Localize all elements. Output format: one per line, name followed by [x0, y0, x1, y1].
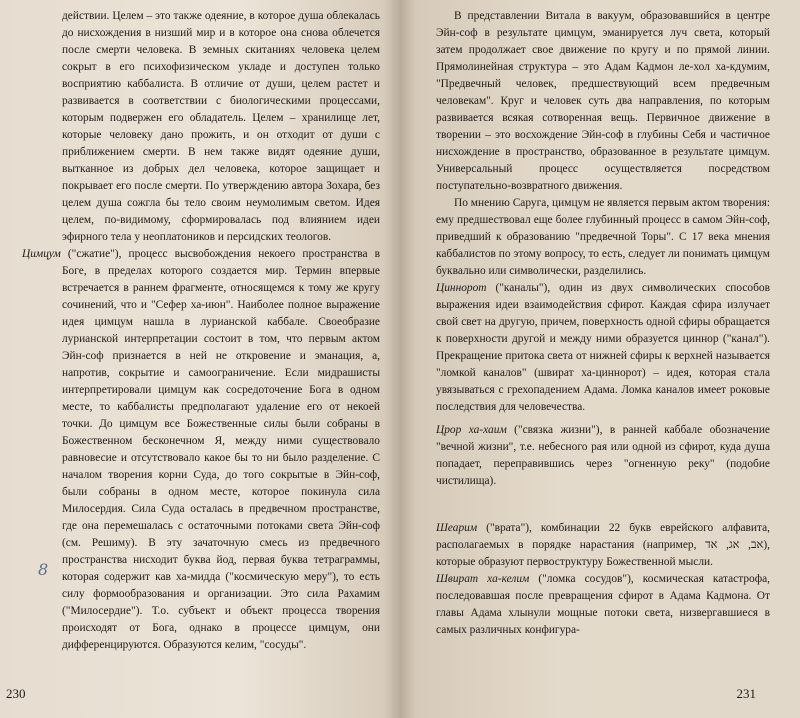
- entry-text: ("ломка сосудов"), космическая катастрофа, последовавшая после превращения сфирот в Адама Кадмона. От главы Адама хлынули мощные потоки света, низвергавшиеся в самых различных конфигура-: [436, 573, 770, 636]
- handwritten-margin-mark: 8: [38, 560, 49, 579]
- right-page-text: [436, 8, 770, 639]
- page-number-right: 231: [736, 686, 756, 701]
- entry-tsror: [422, 422, 770, 490]
- paragraph-vital: В представлении Витала в вакуум, образовавшийся в центре Эйн-соф в результате цимцум, эманируется луч света, который затем продолжает свое движение по кругу и по прямой линии. Прямолинейная структура – это Адам Кадмон ле-хол ха-кдумим, "Предвечный человек, предшествующий всем предвечным человекам". Круг и человек суть два направления, по которым развивается всякая сотворенная вещь. Первичное движение в творении – это восхождение Эйн-соф в глубины Себя и частичное нисхождение в пространство, образованное в результате цимцум. Универсальный процесс осуществляется посредством поступательно-возвратного движения.: [436, 10, 770, 192]
- entry-text: ("сжатие"), процесс высвобождения некоего пространства в Боге, в пределах которого создается мир. Термин впервые встречается в раннем фрагменте, относящемся к тому же кругу сочинений, что и "Сефер ха-июн". Наиболее полное выражение идея цимцум нашла в лурианской каббале. Своеобразие лурианской интерпретации состоит в том, что первым актом Эйн-соф признается в ней не откровение и эманация, а, напротив, сокрытие и самоограничение. Если мидрашисты интерпретировали цимцум как сосредоточение Бога в одном месте, то каббалисты предполагают удаление его от некоей точки. До цимцум все Божественные силы были собраны в Божественном бесконечном Я, между ними существовало равновесие и отсутствовало какое бы то ни было разделение. С началом творения корни Суда, до того сокрытые в Эйн-соф, были собраны в одном месте, которое покинула сила Милосердия. Сила Суда осталась в предвечном пространстве, где она перемешалась с остаточными потоками света Эйн-соф (см. Решиму). В эту зачаточную смесь из предвечного пространства нисходит буква йод, первая буква тетраграммы, которая содержит кав ха-мидда ("космическую меру"), то есть силу формообразования и организации. Это сила Рахамим ("Милосердие"). Т.о. субъект и объект процесса творения происходят от Бога, однако в процессе цимцум, они дифференцируются. Образуются келим, "сосуды".: [60, 248, 380, 651]
- entry-text: ("каналы"), один из двух символических способов выражения идеи взаимодействия сфирот. Каждая сфира излучает свой свет на другую, причем, поверхность одной сфиры обращается к поверхности другой и между ними образуется циннор ("канал"). Прекращение притока света от нижней сфиры к верхней называется "ломкой каналов" (швират ха-циннорот) – идея, которая стала увязываться с грехопадением Адама. Ломка каналов имеет роковые последствия для человечества.: [436, 282, 770, 413]
- entry-shearim: [422, 520, 770, 571]
- entry-shvirat: [422, 571, 770, 639]
- entry-term: Циннорот: [436, 282, 487, 294]
- entry-tsinnorot: [422, 280, 770, 416]
- entry-text: ("связка жизни"), в ранней каббале обозначение "вечной жизни", т.е. небесного рая или одной из сфирот, куда душа попадает, переправившись через "огненную реку" (подобие чистилища).: [436, 424, 770, 487]
- intro-paragraph: действии. Целем – это также одеяние, в которое душа облекалась до нисхождения в низший мир и в которое она снова облечется после смерти человека. В земных скитаниях человека целем сокрыт в его психофизическом укладе и доступен только восприятию каббалиста. В отличие от души, целем растет и развивается в соответствии с биологическими процессами, которым подвержен его обладатель. Целем – хранилище лет, которые человеку дано прожить, и он отходит от души с приближением смерти. В нем также видят одеяние души, вытканное из добрых дел человека, которое защищает и покрывает его после смерти. По утверждению автора Зохара, без целем душа сожгла бы тело своим неумолимым светом. Идея целем, по-видимому, сформировалась под влиянием идеи эфирного тела у неоплатоников и персидских теологов.: [62, 10, 380, 243]
- entry-text: ("врата"), комбинации 22 букв еврейского алфавита, располагаемых в порядке нарастания (например, אב, אג, אד), которые образуют первоструктуру Божественной мысли.: [436, 522, 770, 568]
- left-page-text: [22, 8, 380, 654]
- entry-term: Шеарим: [436, 522, 478, 534]
- paragraph-sarug: По мнению Саруга, цимцум не является первым актом творения: ему предшествовал еще более глубинный процесс в самом Эйн-соф, приведший к образованию "предвечной Торы". С 17 века мнения каббалистов по этому вопросу, то есть, следует ли понимать цимцум буквально или символически, разделились.: [436, 197, 770, 277]
- entry-term: Црор ха-хаим: [436, 424, 507, 436]
- entry-term: Швират ха-келим: [436, 573, 530, 585]
- entry-tsimtsum: [22, 246, 380, 654]
- entry-term: Цимцум: [22, 248, 61, 260]
- page-number-left: 230: [6, 686, 26, 701]
- right-page: [400, 0, 800, 718]
